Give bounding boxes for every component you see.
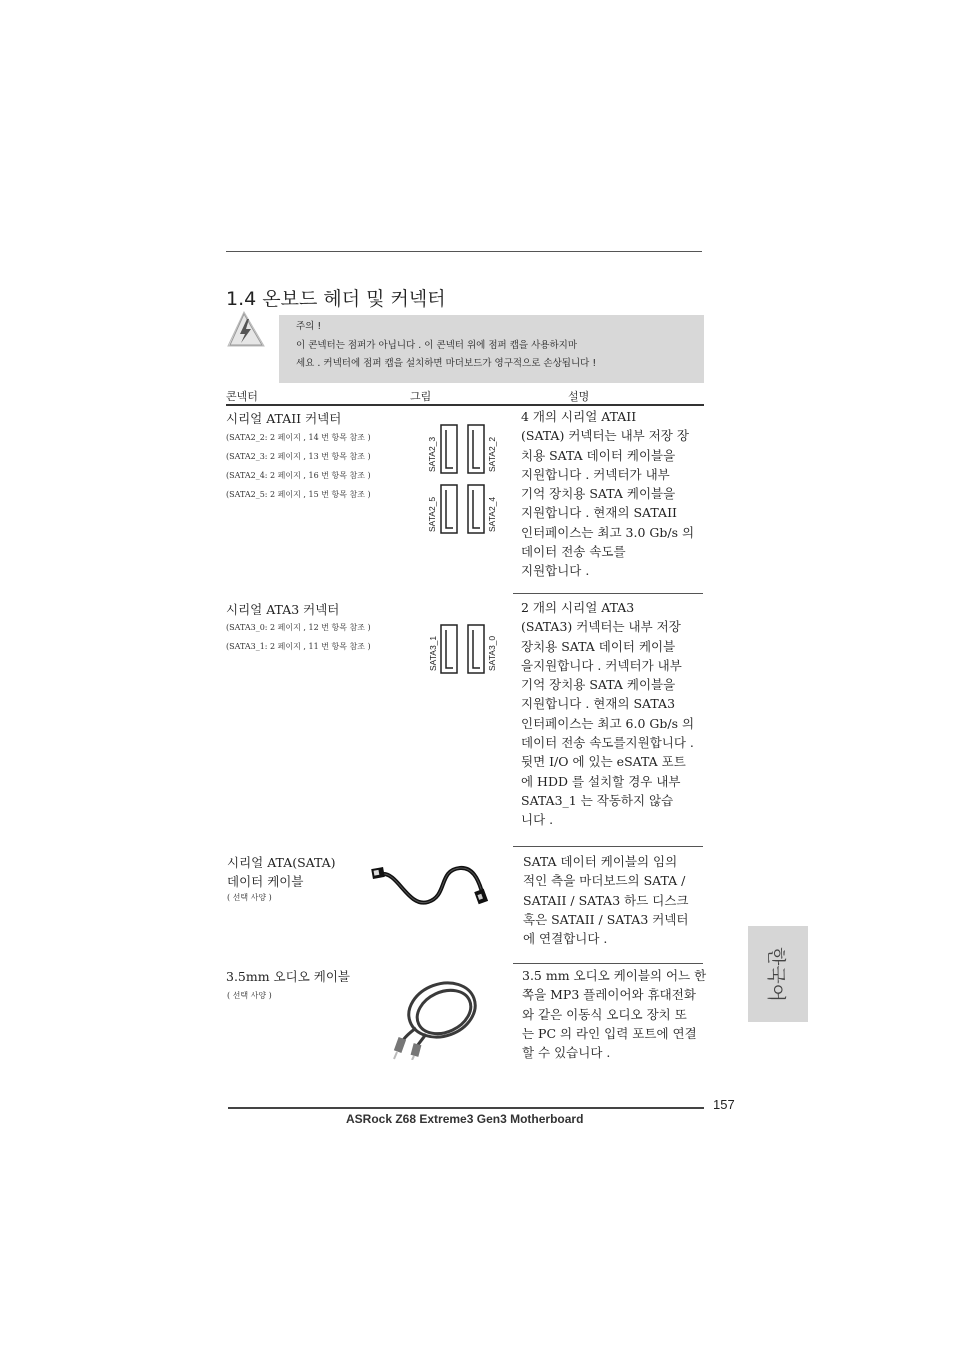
sata-cable-image [368, 858, 494, 912]
row-sata3-ref: (SATA3_0: 2 페이지 , 12 번 항목 참조 ) [226, 623, 371, 632]
row-divider [513, 846, 703, 847]
row-sata2-description: 4 개의 시리얼 ATAII (SATA) 커넥터는 내부 저장 장 치용 SATA 데이터 케이블을 지원합니다 . 커넥터가 내부 기억 장치용 SATA 케이블을 지원합니다 . 현재의 SATAII 인터페이스는 최고 3.0 Gb/s 의 데이터 전송 속도를 지원합니다 . [521, 409, 695, 579]
column-header-figure: 그림 [410, 390, 432, 403]
row-sata2-ref: (SATA2_2: 2 페이지 , 14 번 항목 참조 ) [226, 433, 371, 442]
page-number: 157 [713, 1097, 735, 1112]
row-audio-cable-description: 3.5 mm 오디오 케이블의 어느 한 쪽을 MP3 플레이어와 휴대전화 와 같은 이동식 오디오 장치 또 는 PC 의 라인 입력 포트에 연결 할 수 있습니다 . [522, 968, 707, 1061]
row-sata-cable-optional: ( 선택 사양 ) [227, 893, 272, 902]
row-sata2-ref: (SATA2_5: 2 페이지 , 15 번 항목 참조 ) [226, 490, 371, 499]
row-sata-cable-description: SATA 데이터 케이블의 임의 적인 측을 마더보드의 SATA / SATAII / SATA3 하드 디스크 혹은 SATAII / SATA3 커넥터 에 연결합니다 . [523, 854, 689, 947]
label-sata2-4: SATA2_4 [487, 496, 497, 532]
label-sata3-1: SATA3_1 [428, 635, 438, 671]
section-title: 1.4 온보드 헤더 및 커넥터 [226, 288, 446, 310]
row-divider [513, 963, 703, 964]
row-audio-cable-name: 3.5mm 오디오 케이블 [226, 969, 350, 984]
row-audio-cable-optional: ( 선택 사양 ) [227, 991, 272, 1000]
column-header-description: 설명 [568, 390, 590, 403]
footer-title: ASRock Z68 Extreme3 Gen3 Motherboard [346, 1112, 584, 1126]
language-side-tab-label: 한국어 [765, 946, 788, 1002]
row-sata2-name: 시리얼 ATAII 커넥터 [226, 411, 342, 426]
caution-line-2: 세요 . 커넥터에 점퍼 캡을 설치하면 마더보드가 영구적으로 손상됩니다 ! [296, 358, 597, 369]
row-sata2-ref: (SATA2_3: 2 페이지 , 13 번 항목 참조 ) [226, 452, 371, 461]
footer-rule [228, 1107, 704, 1109]
sata2-connectors-figure [438, 424, 488, 536]
row-sata-cable-name: 데이터 케이블 [227, 874, 304, 889]
row-sata3-ref: (SATA3_1: 2 페이지 , 11 번 항목 참조 ) [226, 642, 371, 651]
column-header-connector: 콘넥터 [226, 390, 258, 403]
label-sata2-5: SATA2_5 [427, 496, 437, 532]
label-sata2-3: SATA2_3 [427, 436, 437, 472]
caution-heading: 주의 ! [296, 321, 322, 332]
header-rule [226, 404, 704, 406]
label-sata3-0: SATA3_0 [487, 635, 497, 671]
row-sata3-description: 2 개의 시리얼 ATA3 (SATA3) 커넥터는 내부 저장 장치용 SATA 데이터 케이블 을지원합니다 . 커넥터가 내부 기억 장치용 SATA 케이블을 지원합니다 . 현재의 SATA3 인터페이스는 최고 6.0 Gb/s 의 데이터 전송 속도를지원합니다 . 뒷면 I/O 에 있는 eSATA 포트 에 HDD 를 설치할 경우 내부 SATA3_1 는 작동하지 않습 니다 . [521, 600, 695, 828]
label-sata2-2: SATA2_2 [487, 436, 497, 472]
top-rule [226, 251, 702, 252]
sata3-connectors-figure [438, 624, 488, 676]
caution-line-1: 이 콘넥터는 점퍼가 아닙니다 . 이 콘넥터 위에 점퍼 캡을 사용하지마 [296, 340, 577, 351]
audio-cable-image [386, 972, 484, 1060]
row-sata2-ref: (SATA2_4: 2 페이지 , 16 번 항목 참조 ) [226, 471, 371, 480]
row-divider [513, 593, 703, 594]
warning-icon [224, 310, 268, 350]
row-sata3-name: 시리얼 ATA3 커넥터 [226, 602, 340, 617]
row-sata-cable-name: 시리얼 ATA(SATA) [227, 855, 336, 870]
